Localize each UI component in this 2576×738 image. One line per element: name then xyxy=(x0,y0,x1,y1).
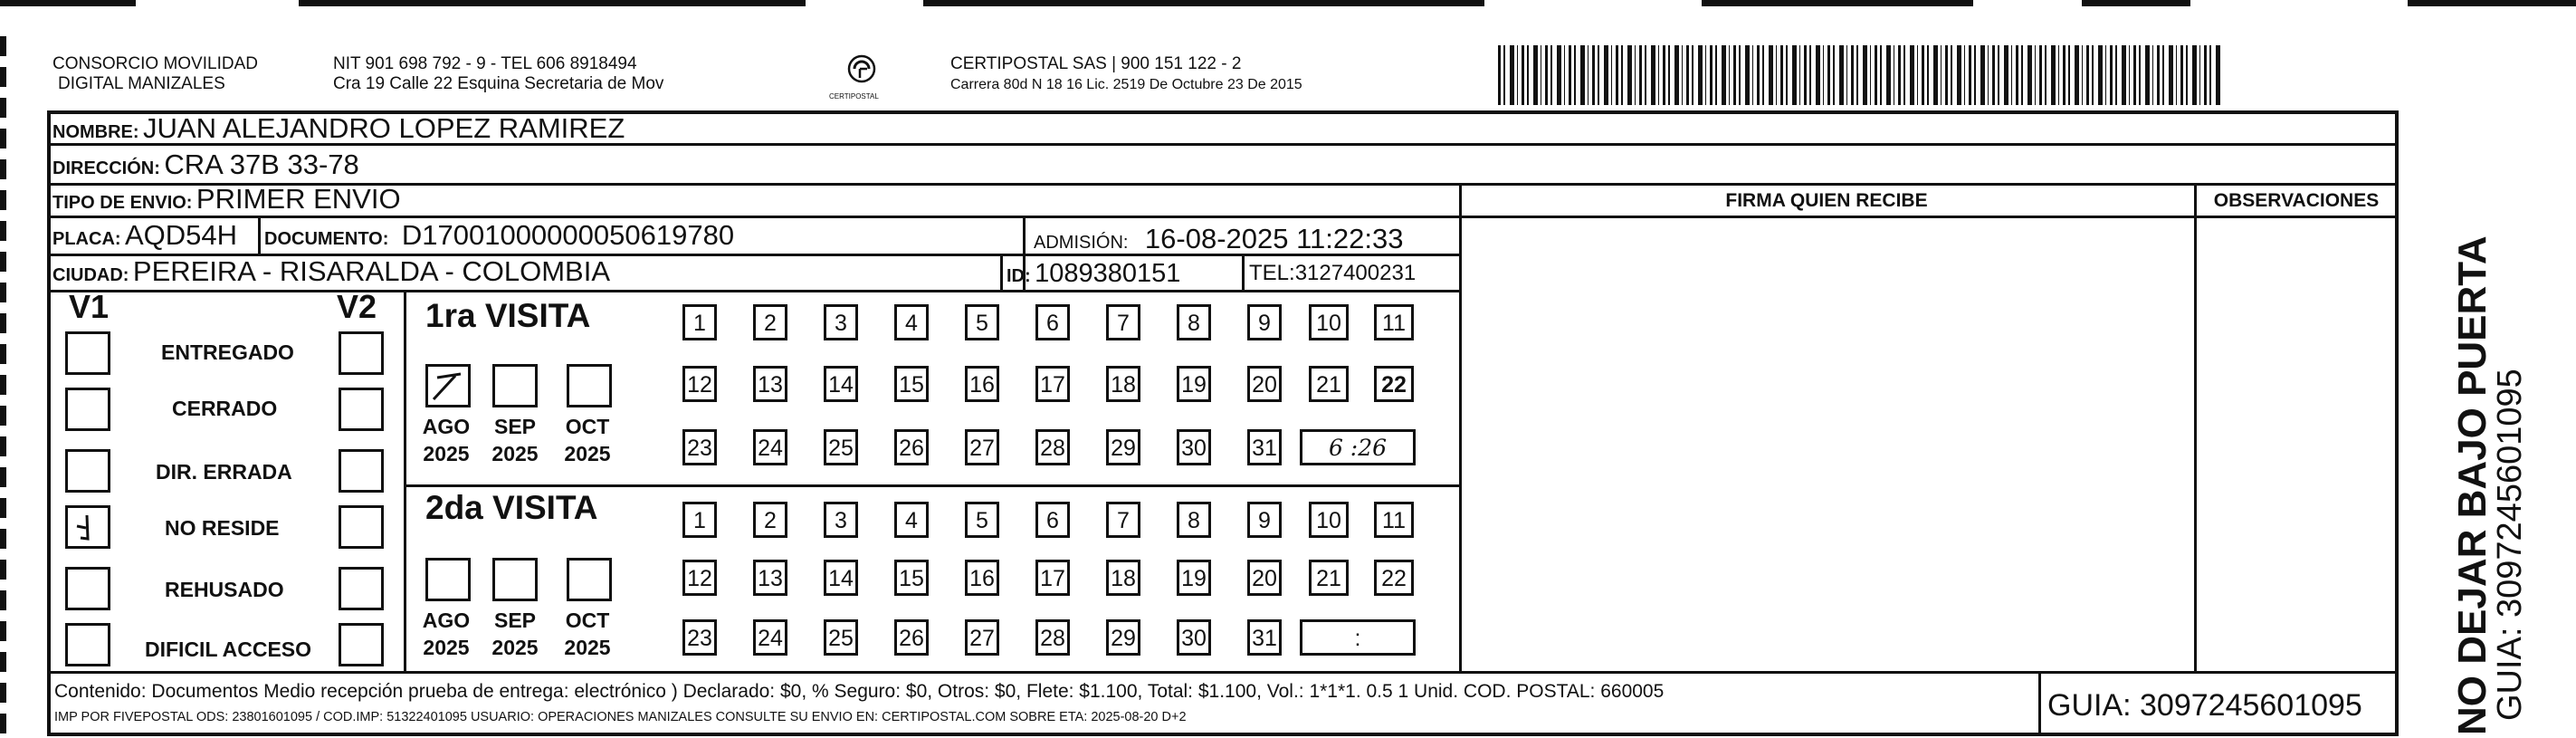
ciudad-value: PEREIRA - RISARALDA - COLOMBIA xyxy=(132,255,611,287)
v1-entregado-checkbox[interactable] xyxy=(65,331,110,375)
visit2-day-25[interactable]: 25 xyxy=(824,619,858,656)
sender-name-line2: DIGITAL MANIZALES xyxy=(58,74,225,93)
visit2-day-23[interactable]: 23 xyxy=(682,619,717,656)
visit1-day-4[interactable]: 4 xyxy=(894,304,929,340)
tipo-envio-label: TIPO DE ENVIO: xyxy=(52,193,193,213)
sender-address: Cra 19 Calle 22 Esquina Secretaria de Mov xyxy=(333,74,664,93)
visit1-day-24[interactable]: 24 xyxy=(753,429,787,465)
v1-dificil-acceso-checkbox[interactable] xyxy=(65,623,110,666)
visit2-day-27[interactable]: 27 xyxy=(965,619,999,656)
admision-value: 16-08-2025 11:22:33 xyxy=(1144,223,1404,254)
carrier-address: Carrera 80d N 18 16 Lic. 2519 De Octubre 23 De 2015 xyxy=(950,77,1302,92)
visit2-day-2[interactable]: 2 xyxy=(753,502,787,538)
visit2-day-31[interactable]: 31 xyxy=(1247,619,1282,656)
tipo-envio-field xyxy=(52,183,401,221)
v2-entregado-checkbox[interactable] xyxy=(339,331,384,375)
visit2-month-oct: OCT xyxy=(565,609,610,632)
ciudad-label: CIUDAD: xyxy=(52,265,129,285)
nombre-field xyxy=(52,112,625,150)
visit2-day-4[interactable]: 4 xyxy=(894,502,929,538)
tel-value: 3127400231 xyxy=(1294,261,1417,285)
visit2-day-19[interactable]: 19 xyxy=(1177,560,1211,596)
side-warning: NO DEJAR BAJO PUERTA xyxy=(2450,235,2495,735)
id-field xyxy=(1007,257,1180,294)
visit2-day-7[interactable]: 7 xyxy=(1106,502,1140,538)
direccion-value: CRA 37B 33-78 xyxy=(164,149,359,180)
placa-field xyxy=(52,219,237,257)
visit1-day-27[interactable]: 27 xyxy=(965,429,999,465)
v2-no-reside-checkbox[interactable] xyxy=(339,505,384,549)
visit2-day-21[interactable]: 21 xyxy=(1309,560,1349,596)
status-rehusado: REHUSADO xyxy=(165,578,284,601)
visit1-day-12[interactable]: 12 xyxy=(682,366,717,402)
visit1-day-21[interactable]: 21 xyxy=(1309,366,1349,402)
visit1-month-ago: AGO xyxy=(422,415,471,438)
visit1-day-14[interactable]: 14 xyxy=(824,366,858,402)
visit1-day-11[interactable]: 11 xyxy=(1374,304,1414,340)
logo-caption: CERTIPOSTAL xyxy=(829,92,879,101)
placa-value: AQD54H xyxy=(125,219,238,251)
visit1-day-6[interactable]: 6 xyxy=(1035,304,1070,340)
tel-field xyxy=(1249,257,1416,292)
observaciones-header: OBSERVACIONES xyxy=(2213,190,2380,211)
ciudad-field xyxy=(52,255,610,293)
status-cerrado: CERRADO xyxy=(172,397,278,420)
visit2-month-ago: AGO xyxy=(422,609,471,632)
visit2-day-30[interactable]: 30 xyxy=(1177,619,1211,656)
v2-dificil-acceso-checkbox[interactable] xyxy=(339,623,384,666)
footer-contenido: Contenido: Documentos Medio recepción prueba de entrega: electrónico ) Declarado: $0, % Seguro: $0, Otros: $0, Flete: $1.100, Total: $1.100, Vol.: 1*1*1. 0.5 1 Unid. COD. POSTAL: 660005 xyxy=(54,681,1665,702)
visit1-time-field[interactable]: 6 :26 xyxy=(1300,429,1416,465)
v2-rehusado-checkbox[interactable] xyxy=(339,567,384,610)
sender-name-line1: CONSORCIO MOVILIDAD xyxy=(52,54,258,73)
visit2-day-5[interactable]: 5 xyxy=(965,502,999,538)
visit2-day-28[interactable]: 28 xyxy=(1035,619,1070,656)
visit2-day-1[interactable]: 1 xyxy=(682,502,717,538)
visit1-day-26[interactable]: 26 xyxy=(894,429,929,465)
visit2-day-13[interactable]: 13 xyxy=(753,560,787,596)
v1-rehusado-checkbox[interactable] xyxy=(65,567,110,610)
visit1-day-5[interactable]: 5 xyxy=(965,304,999,340)
visit1-year-ago: 2025 xyxy=(423,442,470,465)
visit2-oct-checkbox[interactable] xyxy=(567,558,612,601)
admision-label: ADMISIÓN: xyxy=(1034,233,1129,253)
visit2-day-18[interactable]: 18 xyxy=(1106,560,1140,596)
visit1-day-10[interactable]: 10 xyxy=(1309,304,1349,340)
documento-label: DOCUMENTO: xyxy=(264,229,389,249)
tipo-envio-value: PRIMER ENVIO xyxy=(196,183,401,215)
visit1-day-30[interactable]: 30 xyxy=(1177,429,1211,465)
visit2-day-15[interactable]: 15 xyxy=(894,560,929,596)
visit1-ago-checkbox[interactable] xyxy=(425,364,471,407)
visit1-day-22-marked[interactable]: 22 xyxy=(1374,366,1414,402)
firma-area[interactable] xyxy=(1463,217,2192,670)
visit1-day-29[interactable]: 29 xyxy=(1106,429,1140,465)
status-entregado: ENTREGADO xyxy=(161,340,294,364)
documento-value: D17001000000050619780 xyxy=(401,219,735,251)
visit2-ago-checkbox[interactable] xyxy=(425,558,471,601)
visit2-day-9[interactable]: 9 xyxy=(1247,502,1282,538)
handwritten-check-mark xyxy=(68,508,108,546)
visit2-day-6[interactable]: 6 xyxy=(1035,502,1070,538)
visit1-day-19[interactable]: 19 xyxy=(1177,366,1211,402)
visit2-day-14[interactable]: 14 xyxy=(824,560,858,596)
visit2-month-sep: SEP xyxy=(493,609,537,632)
v1-no-reside-checkbox[interactable] xyxy=(65,505,110,549)
v2-header: V2 xyxy=(337,288,377,325)
side-guia: GUIA: 3097245601095 xyxy=(2491,369,2529,721)
v1-cerrado-checkbox[interactable] xyxy=(65,388,110,431)
status-dir-errada: DIR. ERRADA xyxy=(156,460,292,484)
barcode xyxy=(1498,45,2222,105)
visit1-year-oct: 2025 xyxy=(564,442,611,465)
left-edge-marks xyxy=(0,36,6,738)
nombre-value: JUAN ALEJANDRO LOPEZ RAMIREZ xyxy=(143,112,625,144)
visit2-day-12[interactable]: 12 xyxy=(682,560,717,596)
visit1-day-25[interactable]: 25 xyxy=(824,429,858,465)
visit2-sep-checkbox[interactable] xyxy=(492,558,538,601)
visit2-day-8[interactable]: 8 xyxy=(1177,502,1211,538)
visit2-day-17[interactable]: 17 xyxy=(1035,560,1070,596)
sender-nit: NIT 901 698 792 - 9 - TEL 606 8918494 xyxy=(333,54,637,73)
visit1-day-28[interactable]: 28 xyxy=(1035,429,1070,465)
firma-header: FIRMA QUIEN RECIBE xyxy=(1725,190,1928,211)
visit1-day-7[interactable]: 7 xyxy=(1106,304,1140,340)
visit2-day-11[interactable]: 11 xyxy=(1374,502,1414,538)
visit2-day-24[interactable]: 24 xyxy=(753,619,787,656)
direccion-label: DIRECCIÓN: xyxy=(52,158,160,178)
id-value: 1089380151 xyxy=(1035,259,1181,288)
visit2-day-3[interactable]: 3 xyxy=(824,502,858,538)
visit1-day-2[interactable]: 2 xyxy=(753,304,787,340)
documento-field xyxy=(264,219,734,257)
v2-dir-errada-checkbox[interactable] xyxy=(339,449,384,493)
id-label: ID: xyxy=(1007,266,1031,286)
visit1-day-15[interactable]: 15 xyxy=(894,366,929,402)
tel-label: TEL: xyxy=(1249,261,1295,285)
visit1-title: 1ra VISITA xyxy=(425,297,591,334)
visit2-day-16[interactable]: 16 xyxy=(965,560,999,596)
visit2-day-26[interactable]: 26 xyxy=(894,619,929,656)
visit1-month-sep: SEP xyxy=(493,415,537,438)
visit1-day-31[interactable]: 31 xyxy=(1247,429,1282,465)
observaciones-area[interactable] xyxy=(2198,217,2397,670)
visit1-day-16[interactable]: 16 xyxy=(965,366,999,402)
carrier-name: CERTIPOSTAL SAS | 900 151 122 - 2 xyxy=(950,54,1242,73)
visit1-day-18[interactable]: 18 xyxy=(1106,366,1140,402)
visit1-day-1[interactable]: 1 xyxy=(682,304,717,340)
nombre-label: NOMBRE: xyxy=(52,122,139,142)
visit2-day-20[interactable]: 20 xyxy=(1247,560,1282,596)
visit1-day-9[interactable]: 9 xyxy=(1247,304,1282,340)
v2-cerrado-checkbox[interactable] xyxy=(339,388,384,431)
visit1-day-17[interactable]: 17 xyxy=(1035,366,1070,402)
handwritten-check-mark xyxy=(428,367,468,405)
visit2-day-22[interactable]: 22 xyxy=(1374,560,1414,596)
admision-field xyxy=(1034,223,1403,261)
visit1-year-sep: 2025 xyxy=(491,442,539,465)
visit1-oct-checkbox[interactable] xyxy=(567,364,612,407)
footer-guia: GUIA: 3097245601095 xyxy=(2047,688,2362,723)
status-no-reside: NO RESIDE xyxy=(165,516,280,540)
visit2-day-10[interactable]: 10 xyxy=(1309,502,1349,538)
status-dificil-acceso: DIFICIL ACCESO xyxy=(145,637,312,661)
visit1-day-20[interactable]: 20 xyxy=(1247,366,1282,402)
placa-label: PLACA: xyxy=(52,229,121,249)
visit1-day-8[interactable]: 8 xyxy=(1177,304,1211,340)
visit2-year-sep: 2025 xyxy=(491,636,539,659)
visit2-year-ago: 2025 xyxy=(423,636,470,659)
v1-header: V1 xyxy=(69,288,110,325)
visit1-day-23[interactable]: 23 xyxy=(682,429,717,465)
visit2-day-29[interactable]: 29 xyxy=(1106,619,1140,656)
visit1-day-3[interactable]: 3 xyxy=(824,304,858,340)
visit2-year-oct: 2025 xyxy=(564,636,611,659)
visit1-month-oct: OCT xyxy=(565,415,610,438)
visit2-title: 2da VISITA xyxy=(425,489,598,526)
v1-dir-errada-checkbox[interactable] xyxy=(65,449,110,493)
visit1-day-13[interactable]: 13 xyxy=(753,366,787,402)
visit1-sep-checkbox[interactable] xyxy=(492,364,538,407)
visit2-time-field[interactable]: : xyxy=(1300,619,1416,656)
footer-imp-line: IMP POR FIVEPOSTAL ODS: 23801601095 / COD.IMP: 51322401095 USUARIO: OPERACIONES MANIZALES CONSULTE SU ENVIO EN: CERTIPOSTAL.COM SOBRE ETA: 2025-08-20 D+2 xyxy=(54,710,1187,724)
direccion-field xyxy=(52,149,359,187)
